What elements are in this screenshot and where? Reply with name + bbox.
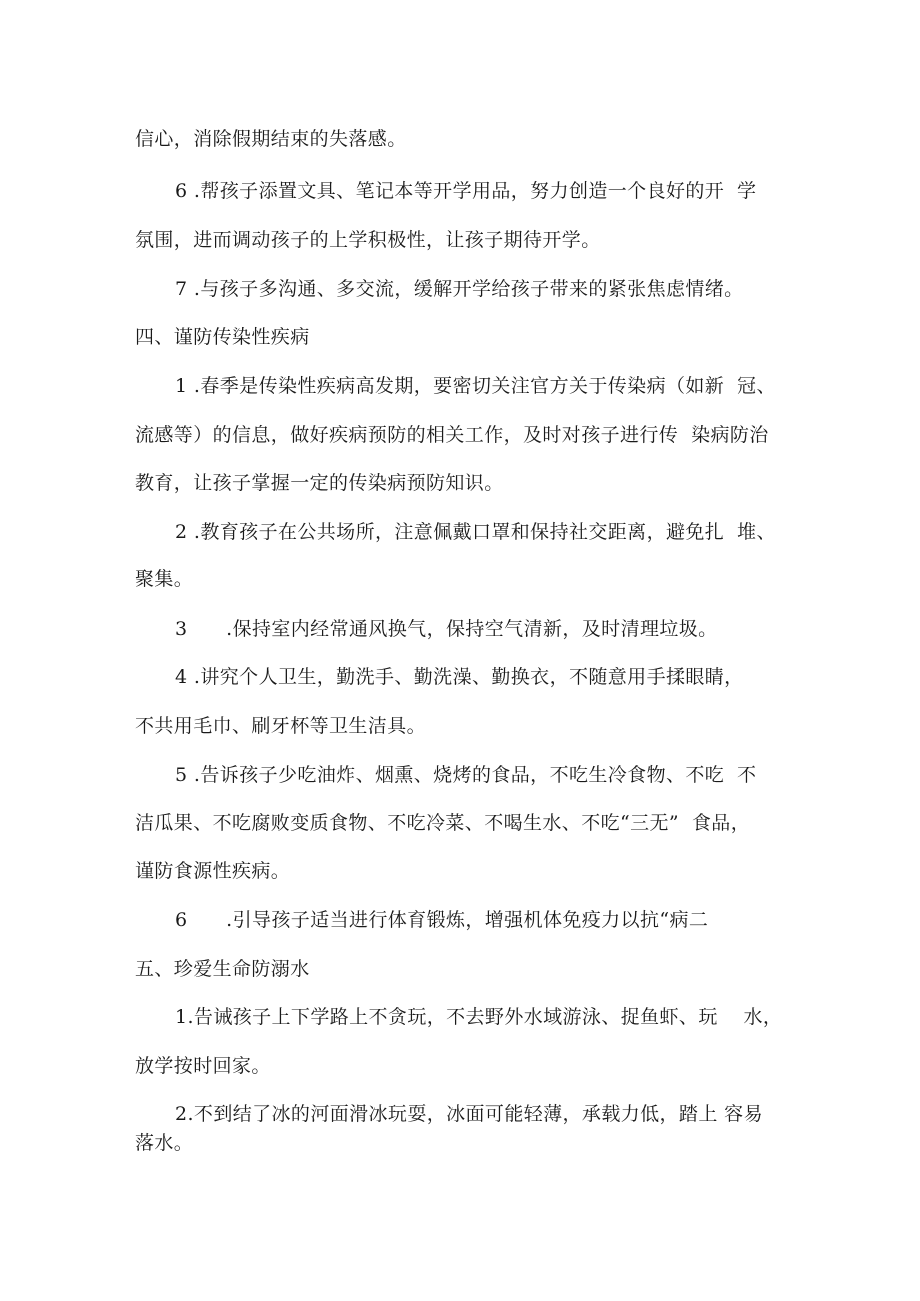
section-heading-4: 四、谨防传染性疾病 bbox=[135, 326, 310, 348]
paragraph-line: 聚集。 bbox=[135, 568, 194, 590]
list-item-3-line: 3 .保持室内经常通风换气，保持空气清新，及时清理垃圾。 bbox=[175, 618, 718, 640]
paragraph-line: 不共用毛巾、刷牙杯等卫生洁具。 bbox=[135, 715, 427, 737]
paragraph-line: 落水。 bbox=[135, 1132, 194, 1154]
paragraph-line: 放学按时回家。 bbox=[135, 1055, 271, 1077]
section-heading-5: 五、珍爱生命防溺水 bbox=[135, 958, 310, 980]
paragraph-line: 教育，让孩子掌握一定的传染病预防知识。 bbox=[135, 472, 504, 494]
paragraph-line: 氛围，进而调动孩子的上学积极性，让孩子期待开学。 bbox=[135, 229, 601, 251]
list-item-4-line: 4 .讲究个人卫生，勤洗手、勤洗澡、勤换衣，不随意用手揉眼睛， bbox=[175, 666, 744, 688]
paragraph-line: 谨防食源性疾病。 bbox=[135, 860, 291, 882]
paragraph-line: 信心，消除假期结束的失落感。 bbox=[135, 128, 407, 150]
list-item-7-line: 7 .与孩子多沟通、多交流，缓解开学给孩子带来的紧张焦虑情绪。 bbox=[175, 278, 744, 300]
paragraph-line: 洁瓜果、不吃腐败变质食物、不吃冷菜、不喝生水、不吃“三无” 食品， bbox=[135, 812, 751, 834]
list-item-2-line: 2.不到结了冰的河面滑冰玩耍，冰面可能轻薄，承载力低，踏上 容易 bbox=[175, 1103, 763, 1125]
list-item-6-line: 6 .帮孩子添置文具、笔记本等开学用品，努力创造一个良好的开 学 bbox=[175, 180, 757, 202]
list-item-1-line: 1 .春季是传染性疾病高发期，要密切关注官方关于传染病（如新 冠、 bbox=[175, 375, 776, 397]
paragraph-line: 流感等）的信息，做好疾病预防的相关工作，及时对孩子进行传 染病防治 bbox=[135, 424, 769, 446]
list-item-1-line: 1.告诫孩子上下学路上不贪玩，不去野外水域游泳、捉鱼虾、玩 水， bbox=[175, 1006, 783, 1028]
list-item-2-line: 2 .教育孩子在公共场所，注意佩戴口罩和保持社交距离，避免扎 堆、 bbox=[175, 521, 776, 543]
list-item-5-line: 5 .告诉孩子少吃油炸、烟熏、烧烤的食品，不吃生冷食物、不吃 不 bbox=[175, 764, 757, 786]
list-item-6-line: 6 .引导孩子适当进行体育锻炼，增强机体免疫力以抗“病二 bbox=[175, 909, 709, 931]
